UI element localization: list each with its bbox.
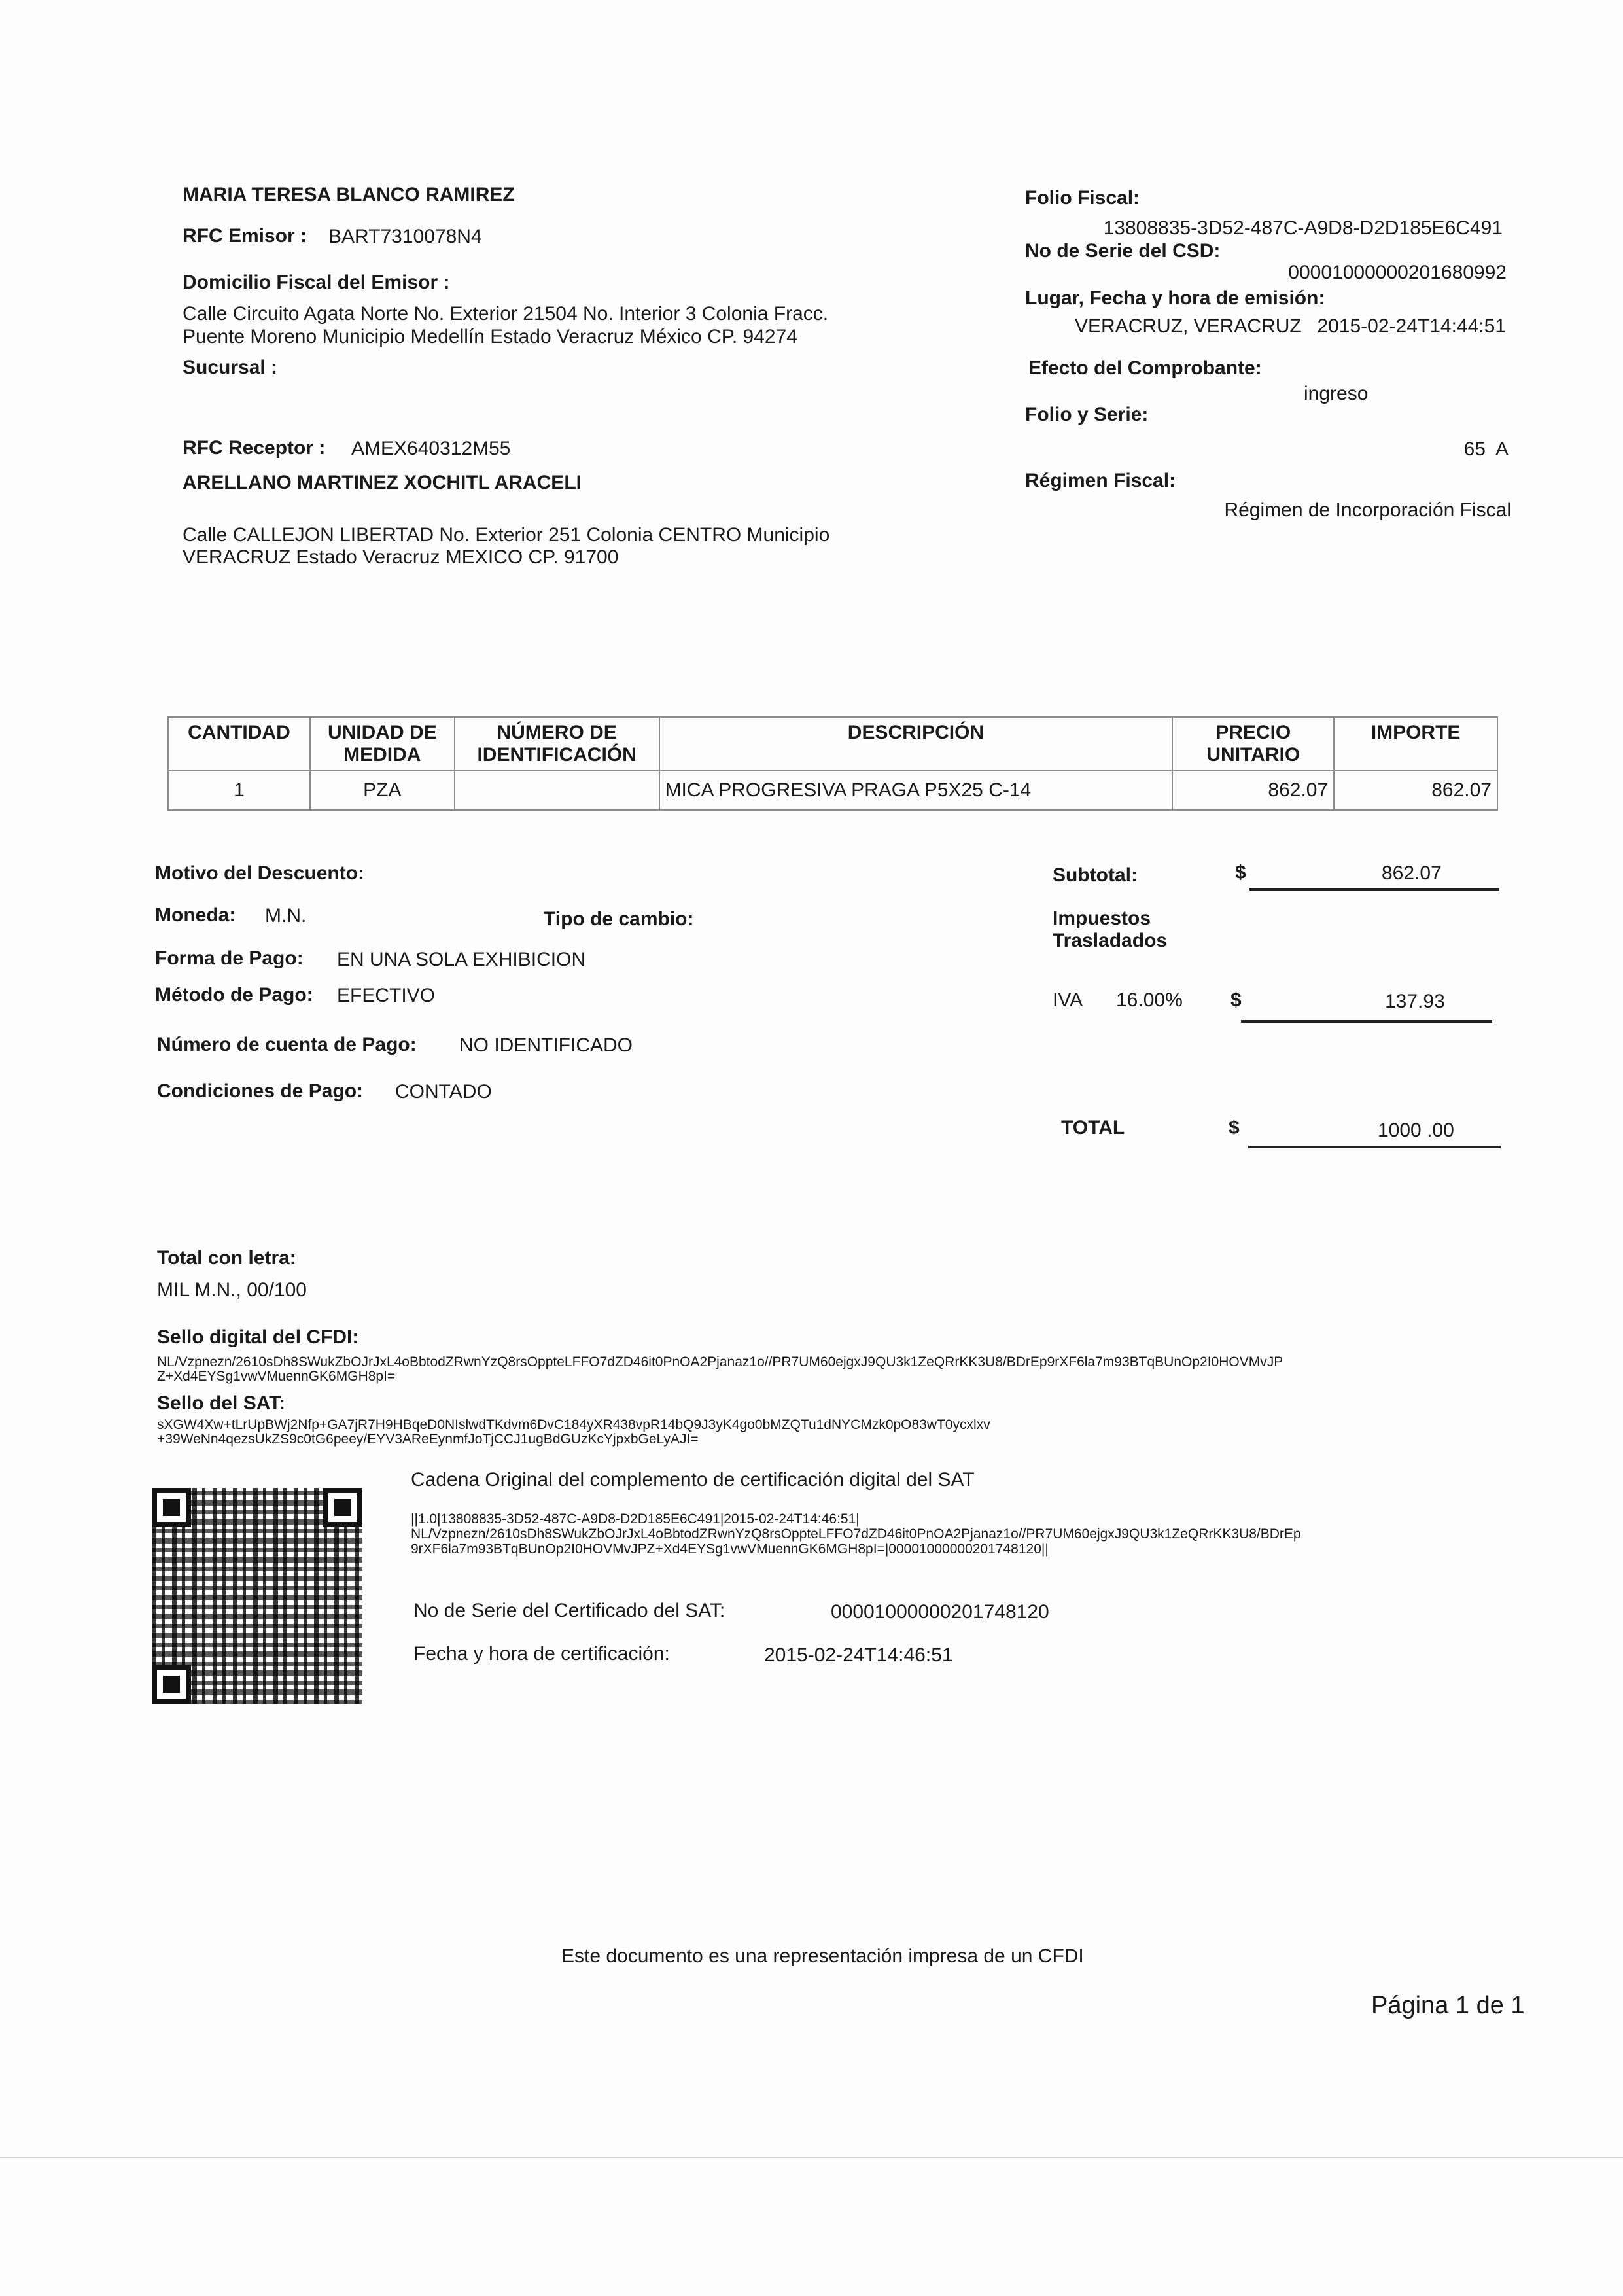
fecha-cert: 2015-02-24T14:46:51 [764,1644,953,1666]
cell-descripcion: MICA PROGRESIVA PRAGA P5X25 C-14 [659,771,1173,810]
serie-sat-label: No de Serie del Certificado del SAT: [413,1600,725,1621]
regimen-label: Régimen Fiscal: [1025,470,1176,491]
subtotal-currency: $ [1235,862,1246,883]
motivo-descuento-label: Motivo del Descuento: [155,862,365,884]
page-edge-line [0,2157,1623,2158]
folio-serie: 65 A [1463,438,1509,460]
moneda-label: Moneda: [155,904,236,926]
impuestos-label-2: Trasladados [1053,930,1168,951]
serie-csd-label: No de Serie del CSD: [1025,240,1221,262]
fecha-emision: 2015-02-24T14:44:51 [1317,315,1506,337]
page-number: Página 1 de 1 [1371,1992,1525,2019]
header-importe: IMPORTE [1334,717,1497,771]
condiciones-pago: CONTADO [395,1081,492,1103]
cadena-linea3: 9rXF6la7m93BTqBUnOp2I0HOVMvJPZ+Xd4EYSg1vwVMuennGK6MGH8pI=|00001000000201748120|| [411,1542,1049,1557]
total-underline [1248,1146,1501,1148]
subtotal-label: Subtotal: [1053,864,1138,886]
domicilio-emisor-linea2: Puente Moreno Municipio Medellín Estado Veracruz México CP. 94274 [183,326,797,347]
qr-finder-top-left [152,1488,191,1527]
cell-importe: 862.07 [1334,771,1497,810]
cell-precio: 862.07 [1172,771,1334,810]
header-descripcion: DESCRIPCIÓN [659,717,1173,771]
sucursal-label: Sucursal : [183,357,278,378]
cadena-titulo: Cadena Original del complemento de certificación digital del SAT [411,1469,975,1491]
folio-fiscal-label: Folio Fiscal: [1025,187,1140,209]
folio-fiscal: 13808835-3D52-487C-A9D8-D2D185E6C491 [1103,217,1503,239]
emisor-nombre: MARIA TERESA BLANCO RAMIREZ [183,184,515,205]
total-letra: MIL M.N., 00/100 [157,1279,307,1301]
rfc-emisor: BART7310078N4 [328,226,482,247]
sello-cfdi-linea1: NL/Vzpnezn/2610sDh8SWukZbOJrJxL4oBbtodZRwnYzQ8rsOppteLFFO7dZD46it0PnOA2Pjanaz1o//PR7UM60ejgxJ9QU3k1ZeQRrKK3U8/BDrEp9rXF6la7m93BTqBUnOp2I0HOVMvJP [157,1354,1283,1369]
lugar-fecha-label: Lugar, Fecha y hora de emisión: [1025,287,1325,309]
metodo-pago: EFECTIVO [337,985,436,1006]
cell-unidad: PZA [310,771,455,810]
domicilio-receptor-linea2: VERACRUZ Estado Veracruz MEXICO CP. 91700 [183,546,619,568]
total-value: 1000 .00 [1378,1120,1454,1141]
forma-pago: EN UNA SOLA EXHIBICION [337,949,586,970]
sello-sat-linea2: +39WeNn4qezsUkZS9c0tG6peey/EYV3AReEynmfJoTjCCJ1ugBdGUzKcYjpxbGeLyAJI= [157,1432,699,1447]
subtotal-underline [1249,888,1499,891]
total-letra-label: Total con letra: [157,1247,296,1269]
rfc-receptor: AMEX640312M55 [351,438,511,459]
cadena-linea1: ||1.0|13808835-3D52-487C-A9D8-D2D185E6C491|2015-02-24T14:46:51| [411,1511,860,1527]
iva-value: 137.93 [1385,991,1445,1012]
receptor-nombre: ARELLANO MARTINEZ XOCHITL ARACELI [183,472,582,493]
sello-sat-label: Sello del SAT: [157,1392,286,1414]
domicilio-emisor-linea1: Calle Circuito Agata Norte No. Exterior 21504 No. Interior 3 Colonia Fracc. [183,303,829,325]
iva-label: IVA [1053,989,1083,1011]
total-currency: $ [1229,1117,1240,1139]
cuenta-pago: NO IDENTIFICADO [459,1034,633,1056]
table-row [168,771,1497,810]
table-header-row [168,717,1497,771]
lugar-emision: VERACRUZ, VERACRUZ [1075,315,1302,337]
fecha-cert-label: Fecha y hora de certificación: [413,1643,670,1665]
serie-csd: 00001000000201680992 [1288,262,1507,283]
rfc-receptor-label: RFC Receptor : [183,437,326,459]
subtotal-value: 862.07 [1382,862,1442,884]
regimen: Régimen de Incorporación Fiscal [1224,499,1511,521]
header-numero: NÚMERO DE IDENTIFICACIÓN [455,717,659,771]
moneda: M.N. [265,905,307,927]
impuestos-label-1: Impuestos [1053,908,1151,929]
sello-cfdi-label: Sello digital del CFDI: [157,1326,359,1348]
metodo-pago-label: Método de Pago: [155,984,313,1006]
qr-code [152,1488,362,1704]
serie-sat: 00001000000201748120 [831,1601,1049,1623]
cell-cantidad: 1 [168,771,310,810]
domicilio-emisor-label: Domicilio Fiscal del Emisor : [183,272,450,293]
iva-currency: $ [1230,989,1242,1011]
domicilio-receptor-linea1: Calle CALLEJON LIBERTAD No. Exterior 251 Colonia CENTRO Municipio [183,524,830,546]
forma-pago-label: Forma de Pago: [155,947,304,969]
sello-cfdi-linea2: Z+Xd4EYSg1vwVMuennGK6MGH8pI= [157,1369,396,1384]
footer-nota: Este documento es una representación impresa de un CFDI [561,1945,1084,1967]
total-label: TOTAL [1061,1117,1125,1139]
header-unidad: UNIDAD DE MEDIDA [310,717,455,771]
cadena-linea2: NL/Vzpnezn/2610sDh8SWukZbOJrJxL4oBbtodZRwnYzQ8rsOppteLFFO7dZD46it0PnOA2Pjanaz1o//PR7UM60ejgxJ9QU3k1ZeQRrKK3U8/BDrEp [411,1527,1301,1542]
cell-numero [455,771,659,810]
efecto-label: Efecto del Comprobante: [1028,357,1262,379]
qr-finder-top-right [323,1488,362,1527]
rfc-emisor-label: RFC Emisor : [183,225,307,247]
iva-tasa: 16.00% [1116,989,1183,1011]
items-table [167,716,1498,811]
header-cantidad: CANTIDAD [168,717,310,771]
efecto: ingreso [1304,383,1369,404]
folio-serie-label: Folio y Serie: [1025,404,1149,425]
iva-underline [1241,1020,1492,1023]
qr-finder-bottom-left [152,1665,191,1704]
cuenta-pago-label: Número de cuenta de Pago: [157,1034,417,1055]
condiciones-pago-label: Condiciones de Pago: [157,1080,364,1102]
sello-sat-linea1: sXGW4Xw+tLrUpBWj2Nfp+GA7jR7H9HBqeD0NIslwdTKdvm6DvC184yXR438vpR14bQ9J3yK4go0bMZQTu1dNYCMzk0pO83wT0ycxlxv [157,1417,990,1432]
tipo-cambio-label: Tipo de cambio: [544,908,694,930]
header-precio: PRECIO UNITARIO [1172,717,1334,771]
